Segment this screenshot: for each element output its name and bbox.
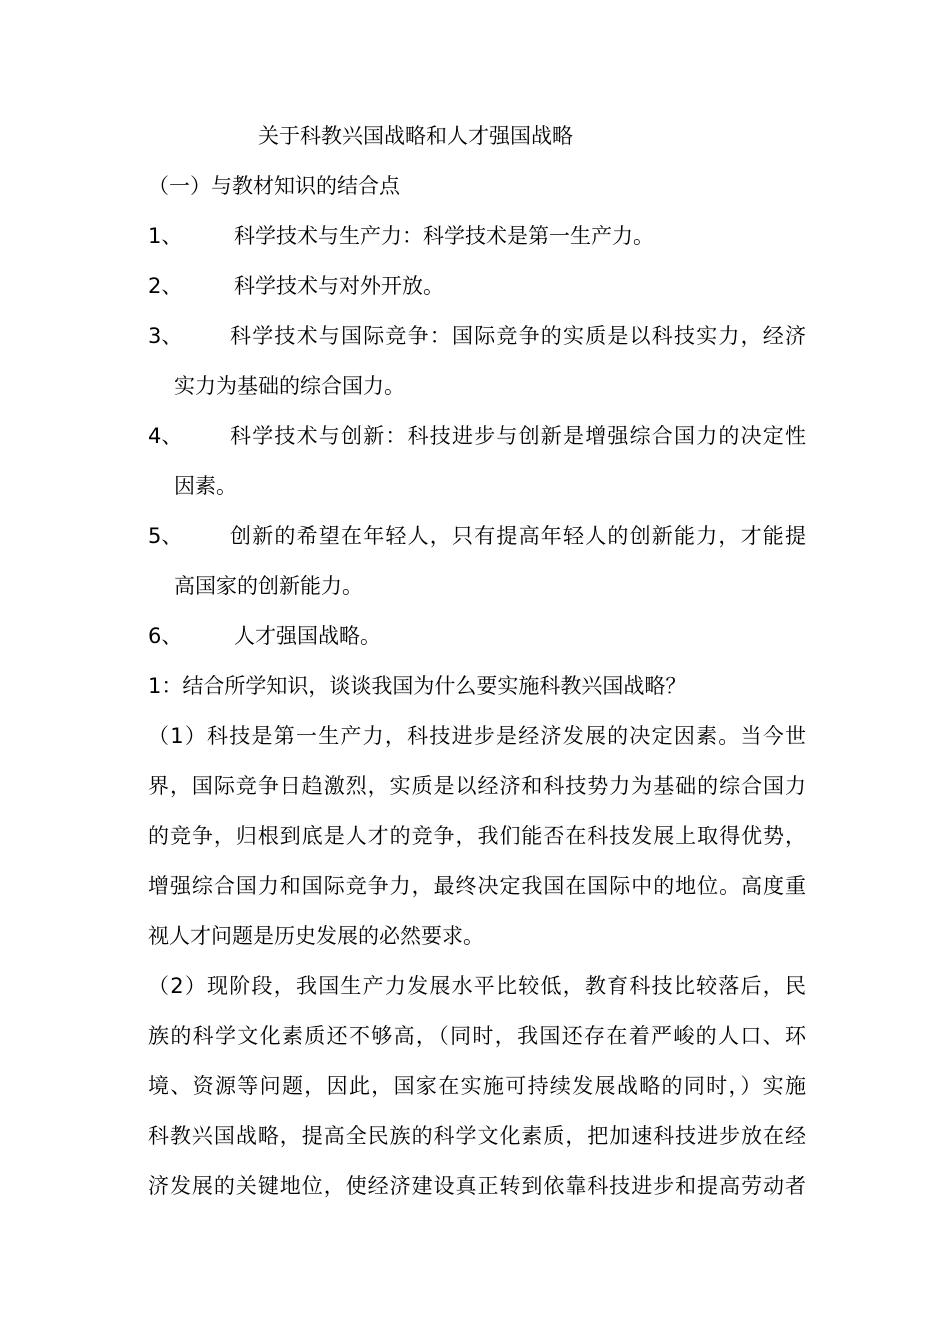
item-text: 科学技术与创新：科技进步与创新是增强综合国力的决定性 [230, 424, 806, 448]
item-number: 6、 [148, 624, 183, 648]
answer-line: 族的科学文化素质还不够高，（同时，我国还存在着严峻的人口、环 [148, 1024, 806, 1048]
answer-line: 济发展的关键地位，使经济建设真正转到依靠科技进步和提高劳动者 [148, 1174, 806, 1198]
answer-line: （1）科技是第一生产力，科技进步是经济发展的决定因素。当今世 [148, 724, 806, 748]
answer-line: 视人才问题是历史发展的必然要求。 [148, 924, 484, 948]
item-text: 科学技术与对外开放。 [234, 274, 444, 298]
question-text: 1：结合所学知识，谈谈我国为什么要实施科教兴国战略？ [148, 674, 687, 698]
answer-line: （2）现阶段，我国生产力发展水平比较低，教育科技比较落后，民 [148, 974, 806, 998]
item-text-continuation: 实力为基础的综合国力。 [174, 374, 405, 398]
item-text: 科学技术与生产力：科学技术是第一生产力。 [234, 224, 654, 248]
answer-line: 科教兴国战略，提高全民族的科学文化素质，把加速科技进步放在经 [148, 1124, 806, 1148]
item-text: 科学技术与国际竞争：国际竞争的实质是以科技实力，经济 [230, 324, 806, 348]
item-text-continuation: 高国家的创新能力。 [174, 574, 363, 598]
answer-line: 界，国际竞争日趋激烈，实质是以经济和科技势力为基础的综合国力 [148, 774, 806, 798]
item-text: 创新的希望在年轻人，只有提高年轻人的创新能力，才能提 [230, 524, 806, 548]
document-title: 关于科教兴国战略和人才强国战略 [258, 124, 573, 148]
item-text-continuation: 因素。 [174, 474, 237, 498]
item-number: 3、 [148, 324, 183, 348]
item-number: 2、 [148, 274, 183, 298]
item-text: 人才强国战略。 [234, 624, 381, 648]
answer-line: 境、资源等问题，因此，国家在实施可持续发展战略的同时，）实施 [148, 1074, 806, 1098]
item-number: 5、 [148, 524, 183, 548]
item-number: 1、 [148, 224, 183, 248]
item-number: 4、 [148, 424, 183, 448]
section-heading: （一）与教材知识的结合点 [148, 174, 400, 198]
answer-line: 增强综合国力和国际竞争力，最终决定我国在国际中的地位。高度重 [148, 874, 806, 898]
answer-line: 的竞争，归根到底是人才的竞争，我们能否在科技发展上取得优势， [148, 824, 806, 848]
